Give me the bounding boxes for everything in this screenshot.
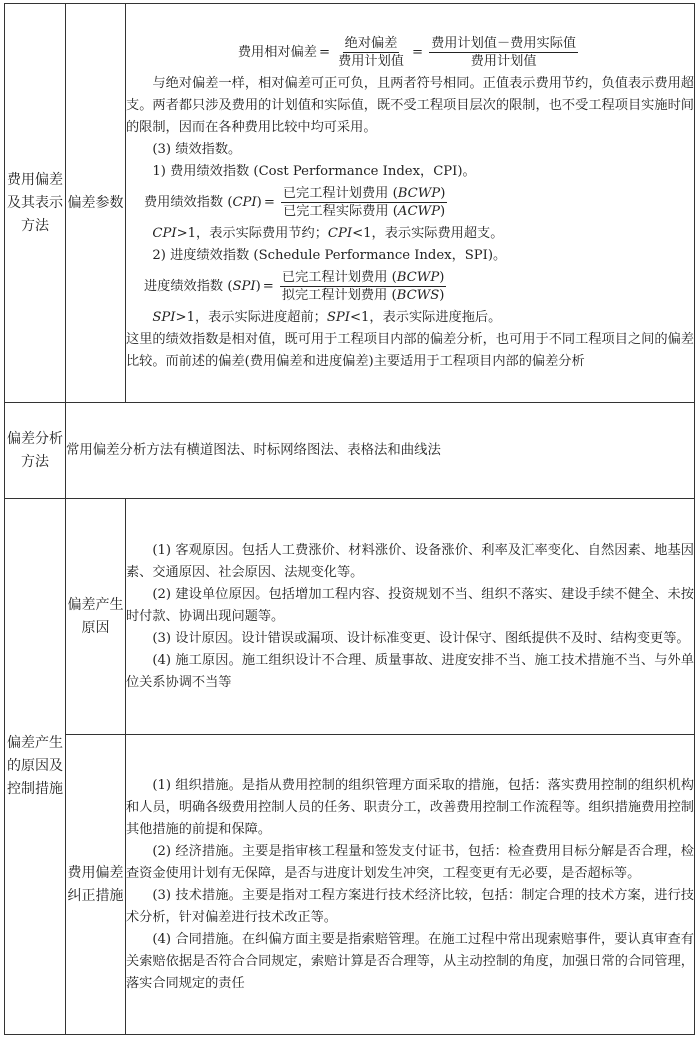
spi-formula (126, 269, 694, 304)
cause-item: (1) 客观原因。包括人工费涨价、材料涨价、设备涨价、利率及汇率变化、自然因素、地基因素、交通原因、社会原因、法规变化等。 (126, 542, 694, 580)
fraction-1 (336, 35, 406, 70)
cause-item: (4) 施工原因。施工组织设计不合理、质量事故、进度安排不当、施工技术措施不当、与外单位关系协调不当等 (126, 652, 694, 690)
spi-title: 2) 进度绩效指数 (Schedule Performance Index，SPI)。 (152, 248, 507, 263)
row-deviation-causes (5, 499, 695, 735)
performance-index-summary: 这里的绩效指数是相对值，既可用于工程项目内部的偏差分析，也可用于不同工程项目之间的偏差比较。而前述的偏差(费用偏差和进度偏差)主要适用于工程项目内部的偏差分析 (126, 332, 694, 369)
fraction-2 (429, 35, 578, 70)
category-deviation-analysis: 偏差分析方法 (5, 403, 66, 499)
measure-item: (1) 组织措施。是指从费用控制的组织管理方面采取的措施，包括：落实费用控制的组织机构和人员，明确各级费用控制人员的任务、职责分工，改善费用控制工作流程等。组织措施费用控制其他措施的前提和保障。 (126, 777, 694, 837)
performance-index-title: (3) 绩效指数。 (152, 142, 242, 157)
sub-correction-measures: 费用偏差纠正措施 (66, 735, 126, 1035)
measure-item: (2) 经济措施。主要是指审核工程量和签发支付证书，包括：检查费用目标分解是否合理，检查资金使用计划有无保障，是否与进度计划发生冲突，工程变更有无必要，是否超标等。 (126, 843, 694, 881)
sub-deviation-causes: 偏差产生原因 (66, 499, 126, 735)
cpi-fraction (281, 185, 447, 220)
spi-lhs: 进度绩效指数 (SPI) (144, 278, 261, 294)
relative-deviation-description: 与绝对偏差一样，相对偏差可正可负，且两者符号相同。正值表示费用节约，负值表示费用超支。两者都只涉及费用的计划值和实际值，既不受工程项目层次的限制，也不受工程项目实施时间的限制，因而在各种费用比较中均可采用。 (126, 76, 694, 135)
sub-deviation-params: 偏差参数 (66, 4, 126, 403)
cpi-numerator: 已完工程计划费用 (BCWP) (282, 186, 446, 201)
spi-denominator: 拟完工程计划费用 (BCWS) (281, 288, 445, 303)
cpi-formula (126, 185, 694, 220)
fraction-1-numerator: 绝对偏差 (344, 36, 398, 51)
fraction-2-numerator: 费用计划值－费用实际值 (431, 36, 577, 51)
spi-numerator: 已完工程计划费用 (BCWP) (281, 270, 445, 285)
equals-sign: = (263, 194, 275, 210)
content-deviation-params (126, 4, 695, 403)
cpi-note: CPI>1，表示实际费用节约；CPI<1，表示实际费用超支。 (152, 226, 504, 241)
spi-fraction (280, 269, 447, 304)
equals-sign: = (319, 44, 331, 60)
cpi-lhs: 费用绩效指数 (CPI) (144, 194, 262, 210)
content-correction-measures (126, 735, 695, 1035)
cause-item: (2) 建设单位原因。包括增加工程内容、投资规划不当、组织不落实、建设手续不健全、未按时付款、协调出现问题等。 (126, 586, 694, 624)
equals-sign: = (262, 278, 274, 294)
cause-item: (3) 设计原因。设计错误或漏项、设计标准变更、设计保守、图纸提供不及时、结构变更等。 (152, 630, 690, 646)
content-deviation-causes (126, 499, 695, 735)
row-cost-deviation (5, 4, 695, 403)
fraction-2-denominator: 费用计划值 (470, 54, 537, 69)
content-deviation-analysis: 常用偏差分析方法有横道图法、时标网络图法、表格法和曲线法 (66, 403, 695, 499)
measure-item: (3) 技术措施。主要是指对工程方案进行技术经济比较，包括：制定合理的技术方案，进行技术分析，针对偏差进行技术改正等。 (126, 887, 694, 925)
equals-sign: = (412, 44, 424, 60)
cost-deviation-table (4, 3, 695, 1035)
category-cost-deviation: 费用偏差及其表示方法 (5, 4, 66, 403)
cpi-denominator: 已完工程实际费用 (ACWP) (283, 204, 446, 219)
relative-deviation-formula (126, 35, 694, 70)
row-correction-measures (5, 735, 695, 1035)
fraction-1-denominator: 费用计划值 (338, 54, 404, 69)
category-causes-and-measures: 偏差产生的原因及控制措施 (5, 499, 66, 1035)
spi-note: SPI>1，表示实际进度超前；SPI<1，表示实际进度拖后。 (152, 310, 502, 325)
row-deviation-analysis (5, 403, 695, 499)
cpi-title: 1) 费用绩效指数 (Cost Performance Index，CPI)。 (152, 164, 476, 179)
formula-lhs: 费用相对偏差 (237, 44, 317, 60)
measure-item: (4) 合同措施。在纠偏方面主要是指索赔管理。在施工过程中常出现索赔事件，要认真审查有关索赔依据是否符合合同规定，索赔计算是否合理等，从主动控制的角度，加强日常的合同管理，落实合同规定的责任 (126, 931, 694, 991)
